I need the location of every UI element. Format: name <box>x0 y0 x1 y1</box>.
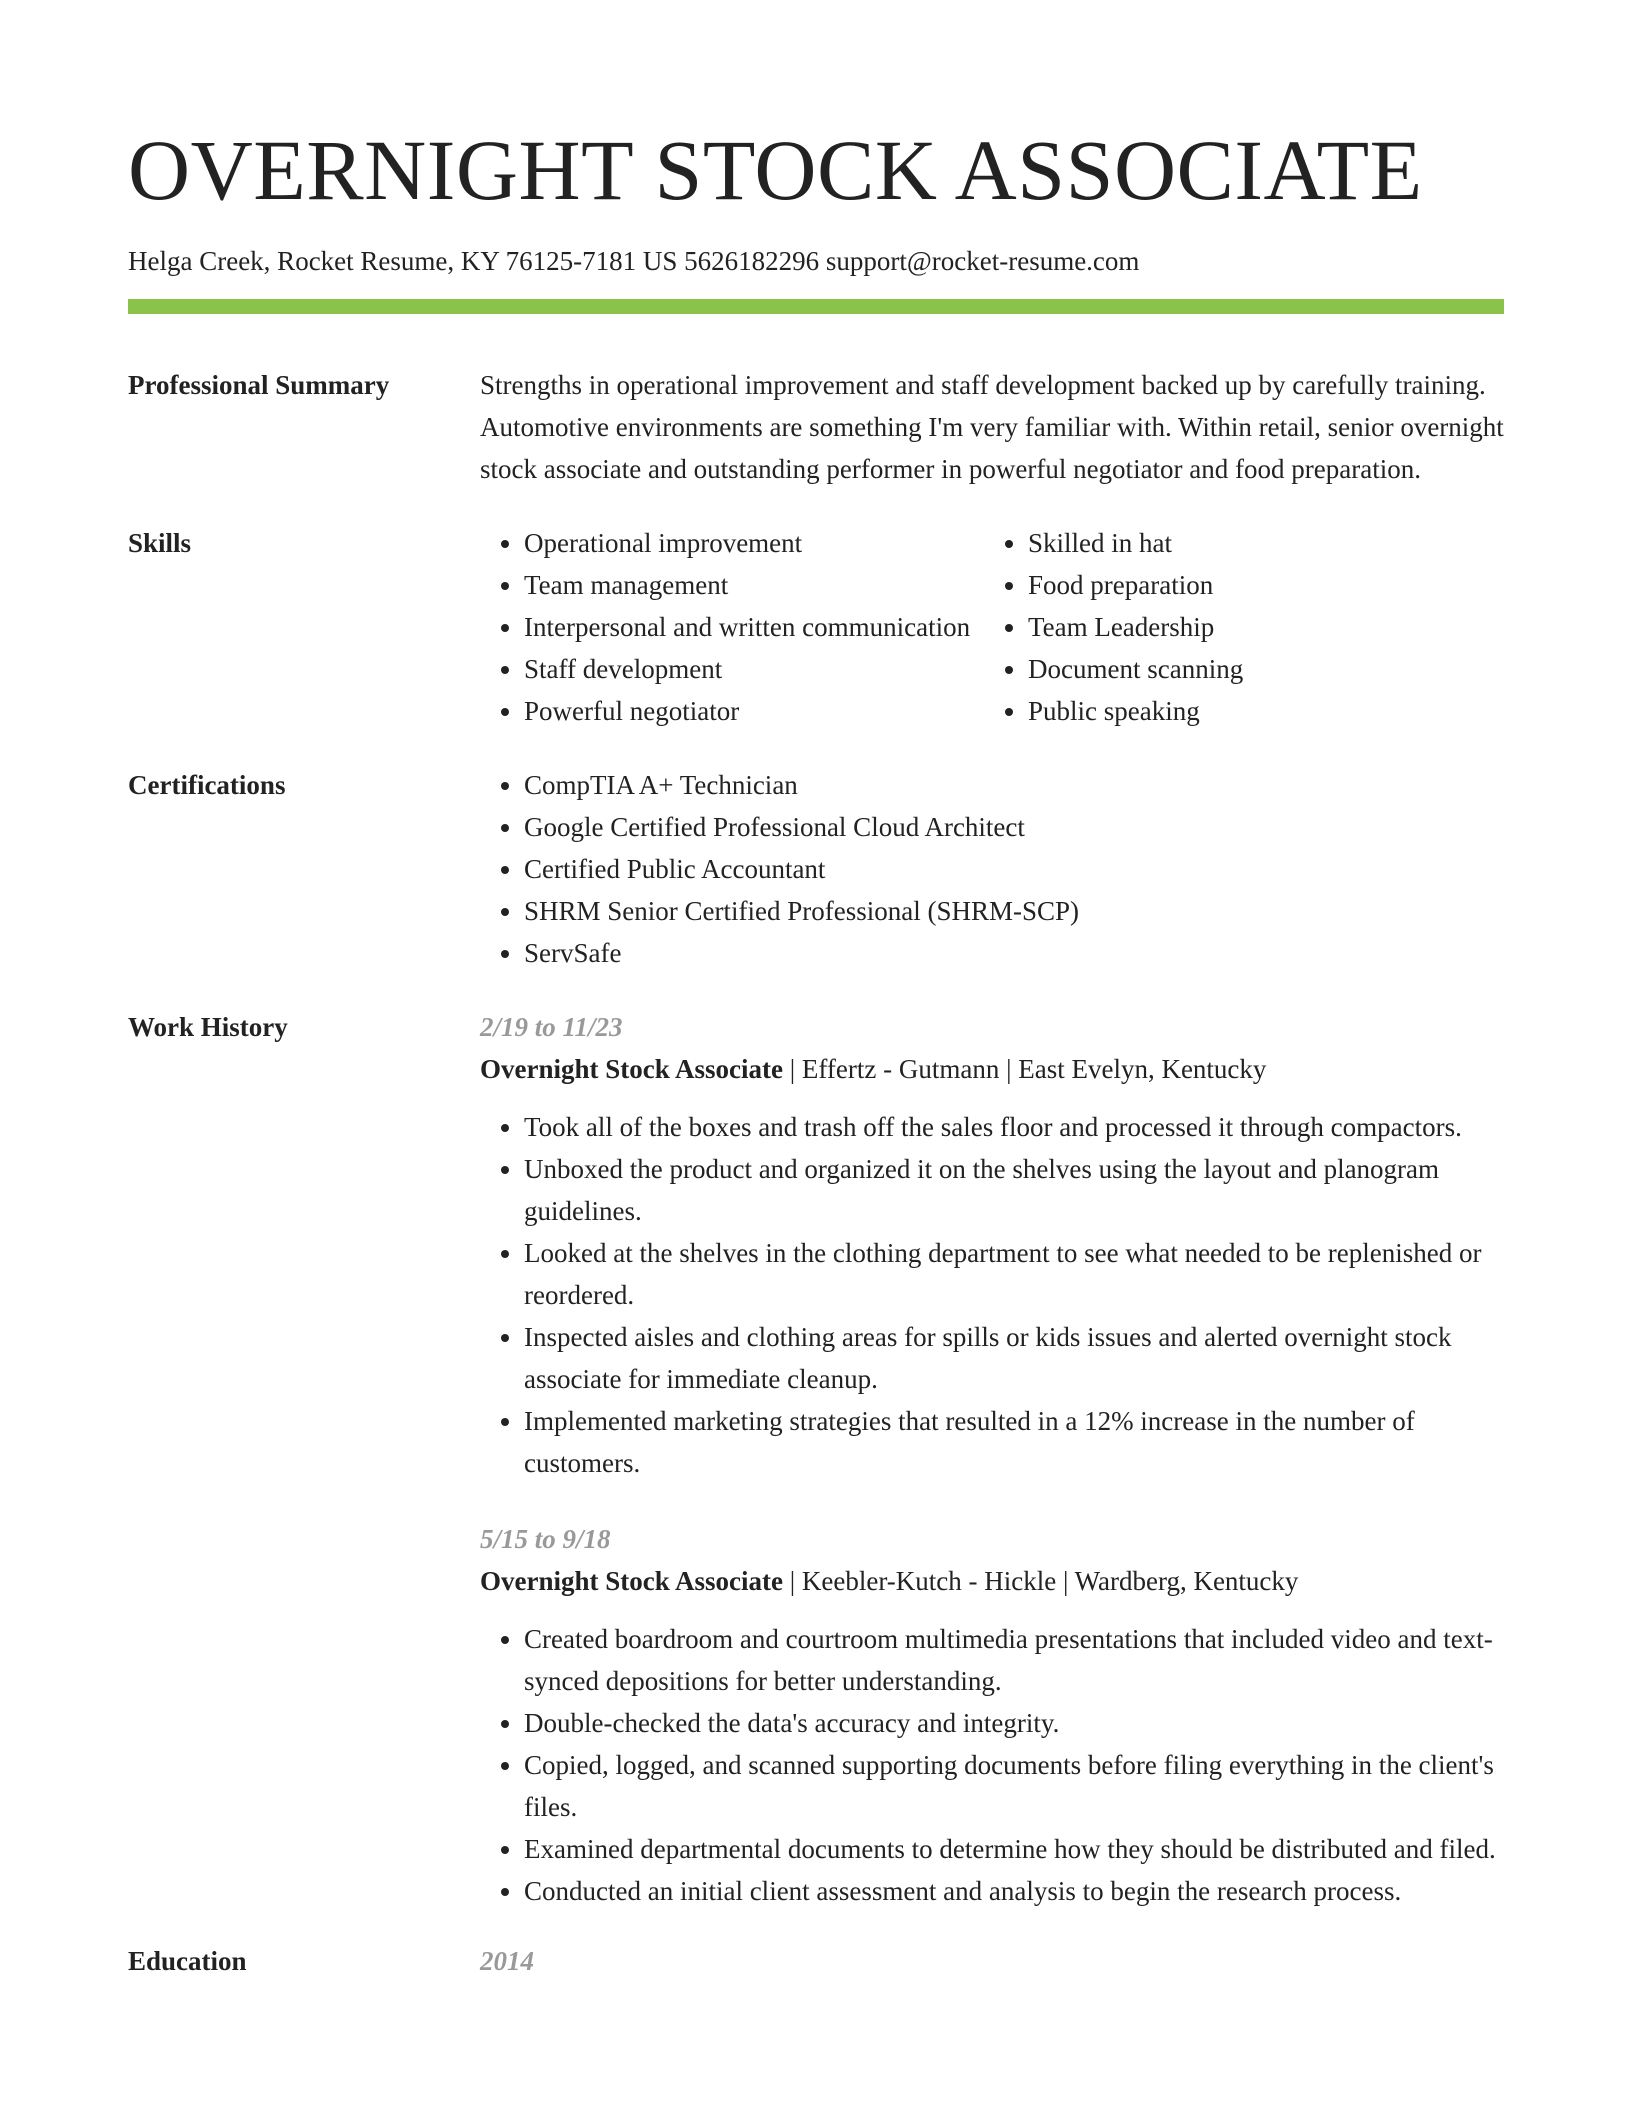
education-section <box>128 1940 1504 1982</box>
job-bullet: • Took all of the boxes and trash off the sales floor and processed it through compactors. <box>524 1106 1504 1148</box>
skill-item: • Operational improvement <box>524 522 984 564</box>
job-dates: 5/15 to 9/18 <box>480 1524 611 1554</box>
certifications-section <box>128 764 1504 974</box>
job-bullet: • Examined departmental documents to determine how they should be distributed and filed. <box>524 1828 1504 1870</box>
skill-item: • Interpersonal and written communication <box>524 606 984 648</box>
education-body <box>480 1940 1504 1982</box>
skills-section <box>128 522 1504 732</box>
section-title-work-history: Work History <box>128 1012 288 1042</box>
job-bullet: • Created boardroom and courtroom multimedia presentations that included video and text-synced depositions for better understanding. <box>524 1618 1504 1702</box>
education-dates: 2014 <box>480 1946 534 1976</box>
job-bullet: • Inspected aisles and clothing areas for spills or kids issues and alerted overnight stock associate for immediate cleanup. <box>524 1316 1504 1400</box>
section-title-certifications: Certifications <box>128 770 286 800</box>
summary-text: Strengths in operational improvement and staff development backed up by carefully training. Automotive environments are something I'm very familiar with. Within retail, senior overnight stock associate and outstanding performer in powerful negotiator and food preparation. <box>480 370 1504 484</box>
job-bullet: • Looked at the shelves in the clothing department to see what needed to be replenished or reordered. <box>524 1232 1504 1316</box>
certification-item: • Certified Public Accountant <box>524 848 1504 890</box>
skill-item: • Food preparation <box>1028 564 1528 606</box>
skill-item: • Staff development <box>524 648 984 690</box>
skill-item: • Document scanning <box>1028 648 1528 690</box>
summary-body <box>480 364 1504 490</box>
resume-name: OVERNIGHT STOCK ASSOCIATE <box>128 122 1423 218</box>
job-heading <box>480 1048 1504 1090</box>
job-title: Overnight Stock Associate <box>480 1566 783 1596</box>
certification-item: • SHRM Senior Certified Professional (SHRM-SCP) <box>524 890 1504 932</box>
job-bullet: • Unboxed the product and organized it on the shelves using the layout and planogram guidelines. <box>524 1148 1504 1232</box>
skill-item: • Public speaking <box>1028 690 1528 732</box>
section-title-summary: Professional Summary <box>128 370 390 400</box>
job-bullets <box>480 1618 1504 1912</box>
certification-item: • CompTIA A+ Technician <box>524 764 1504 806</box>
job-bullet: • Copied, logged, and scanned supporting documents before filing everything in the client's files. <box>524 1744 1504 1828</box>
certification-item: • ServSafe <box>524 932 1504 974</box>
certification-item: • Google Certified Professional Cloud Architect <box>524 806 1504 848</box>
work-history-body <box>480 1006 1504 1912</box>
job-dates: 2/19 to 11/23 <box>480 1012 623 1042</box>
skills-list-column-1 <box>480 522 984 732</box>
job-bullets <box>480 1106 1504 1484</box>
skill-item: • Team management <box>524 564 984 606</box>
job-employer-location: | Keebler-Kutch - Hickle | Wardberg, Kentucky <box>783 1566 1299 1596</box>
job-bullet: • Implemented marketing strategies that resulted in a 12% increase in the number of customers. <box>524 1400 1504 1484</box>
skill-item: • Powerful negotiator <box>524 690 984 732</box>
contact-line: Helga Creek, Rocket Resume, KY 76125-7181 US 5626182296 support@rocket-resume.com <box>128 246 1140 276</box>
job-employer-location: | Effertz - Gutmann | East Evelyn, Kentucky <box>783 1054 1267 1084</box>
job-bullet: • Conducted an initial client assessment and analysis to begin the research process. <box>524 1870 1504 1912</box>
skill-item: • Skilled in hat <box>1028 522 1528 564</box>
section-title-education: Education <box>128 1946 247 1976</box>
skills-body <box>480 522 1528 732</box>
resume-page <box>128 0 1504 1982</box>
job-title: Overnight Stock Associate <box>480 1054 783 1084</box>
certifications-body <box>480 764 1504 974</box>
job-entry <box>480 1518 1504 1912</box>
skill-item: • Team Leadership <box>1028 606 1528 648</box>
job-bullet: • Double-checked the data's accuracy and integrity. <box>524 1702 1504 1744</box>
job-heading <box>480 1560 1504 1602</box>
work-history-section <box>128 1006 1504 1912</box>
certifications-list <box>480 764 1504 974</box>
job-entry <box>480 1006 1504 1484</box>
skills-list-column-2 <box>984 522 1528 732</box>
header-accent-bar <box>128 299 1504 314</box>
section-title-skills: Skills <box>128 528 192 558</box>
professional-summary-section <box>128 364 1504 490</box>
